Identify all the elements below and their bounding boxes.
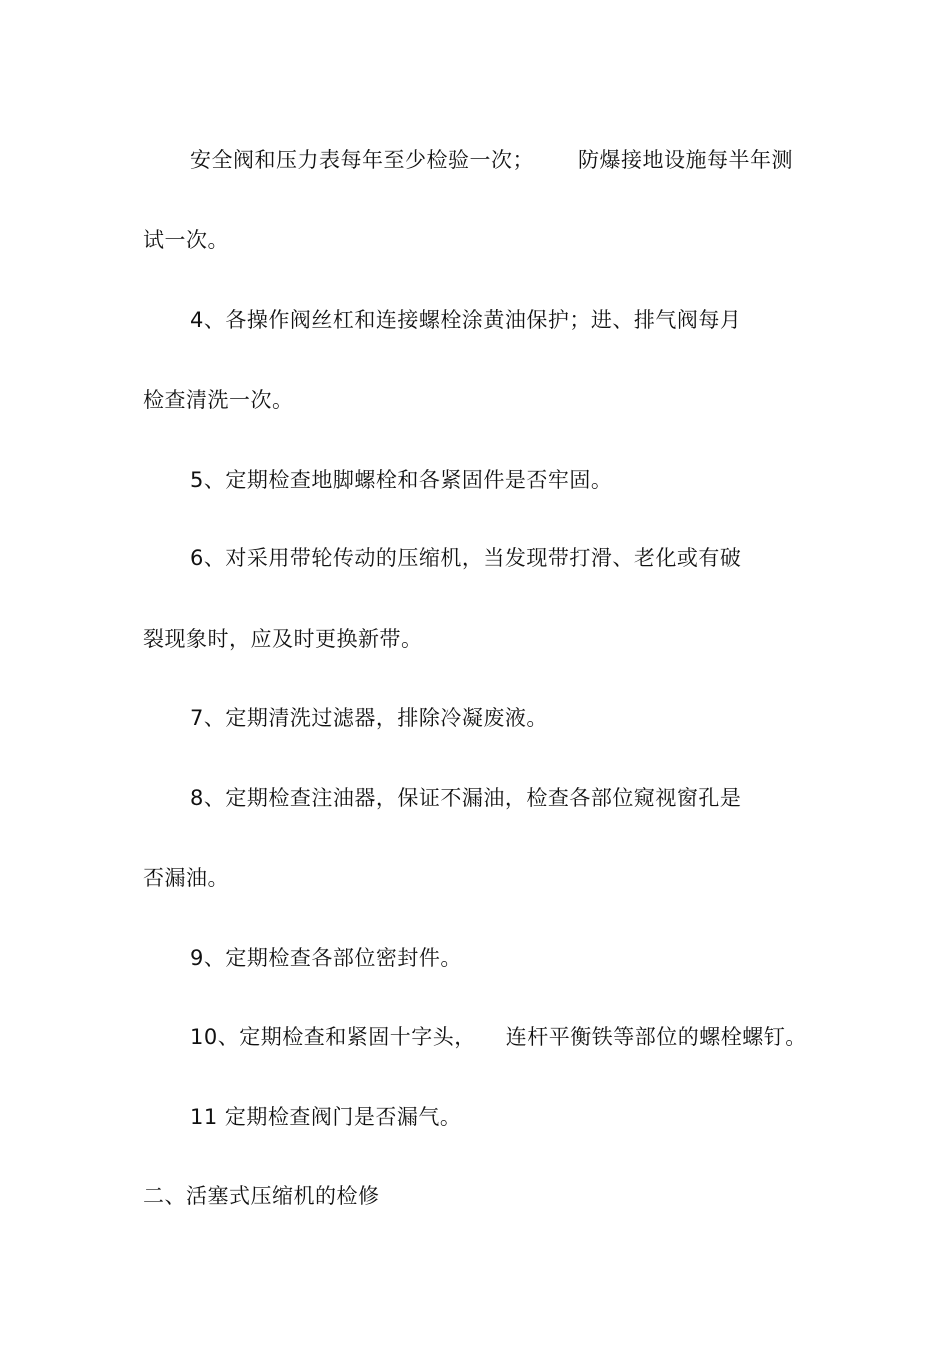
paragraph-line: 裂现象时，应及时更换新带。 [143, 627, 423, 651]
list-item-9: 9、定期检查各部位密封件。 [190, 946, 462, 970]
paragraph-line: 试一次。 [143, 228, 229, 252]
paragraph-line: 检查清洗一次。 [143, 388, 294, 412]
text-segment: 连杆平衡铁等部位的螺栓螺钉。 [505, 1025, 807, 1049]
paragraph-line [190, 148, 793, 172]
list-item-5: 5、定期检查地脚螺栓和各紧固件是否牢固。 [190, 468, 613, 492]
section-heading: 二、活塞式压缩机的检修 [143, 1184, 380, 1208]
list-item-11: 11 定期检查阀门是否漏气。 [190, 1105, 462, 1129]
text-segment: 安全阀和压力表每年至少检验一次； [190, 148, 534, 172]
paragraph-line: 否漏油。 [143, 866, 229, 890]
list-item-6: 6、对采用带轮传动的压缩机，当发现带打滑、老化或有破 [190, 546, 742, 570]
list-item-7: 7、定期清洗过滤器，排除冷凝废液。 [190, 706, 548, 730]
list-item-4: 4、各操作阀丝杠和连接螺栓涂黄油保护；进、排气阀每月 [190, 308, 742, 332]
list-item-8: 8、定期检查注油器，保证不漏油，检查各部位窥视窗孔是 [190, 786, 742, 810]
text-segment: 防爆接地设施每半年测 [578, 148, 793, 172]
text-segment: 10、定期检查和紧固十字头， [190, 1025, 476, 1049]
list-item-10 [190, 1025, 807, 1049]
